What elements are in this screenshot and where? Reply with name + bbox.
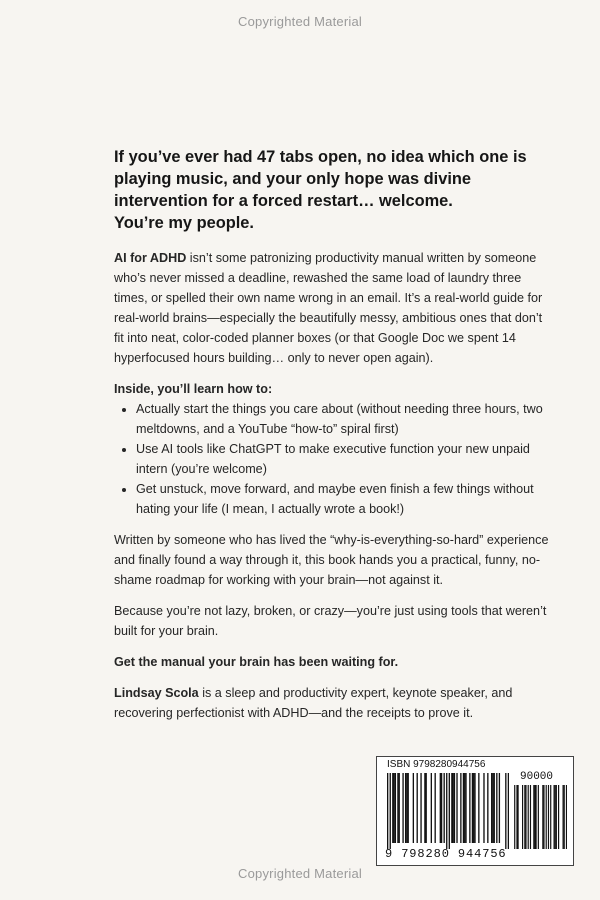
barcode-bar	[395, 773, 396, 843]
barcode-bar	[463, 773, 464, 843]
barcode-bar	[397, 773, 398, 843]
barcode-bar	[505, 773, 506, 849]
barcode-bar	[449, 773, 450, 849]
headline-line: If you’ve ever had 47 tabs open, no idea which one is	[114, 148, 527, 166]
barcode-addon-bar	[546, 785, 547, 849]
barcode-addon-bar	[524, 785, 525, 849]
watermark-top: Copyrighted Material	[238, 14, 362, 29]
barcode-bar	[452, 773, 453, 843]
barcode-addon-bar	[516, 785, 517, 849]
barcode-bar	[474, 773, 475, 843]
barcode-bar	[408, 773, 409, 843]
barcode-addon-bar	[536, 785, 537, 849]
barcode-bar	[491, 773, 492, 843]
call-to-action: Get the manual your brain has been waiting for.	[114, 655, 399, 669]
barcode-bar	[499, 773, 500, 843]
barcode-bar	[487, 773, 488, 843]
barcode-bar	[464, 773, 465, 843]
barcode-addon-bar	[555, 785, 556, 849]
author-name: Lindsay Scola	[114, 686, 199, 700]
barcode-addon-bar	[564, 785, 565, 849]
barcode-addon-bar	[528, 785, 529, 849]
isbn-barcode	[376, 756, 574, 866]
barcode-bar	[483, 773, 484, 843]
list-item: • Get unstuck, move forward, and maybe even finish a few things without hating your life (I mean, I actually wrote a book!)	[136, 479, 554, 519]
barcode-bars-main	[387, 773, 509, 849]
barcode-bar	[444, 773, 445, 843]
barcode-bar	[494, 773, 495, 843]
barcode-bar	[473, 773, 474, 843]
barcode-addon-bar	[548, 785, 549, 849]
watermark-bottom: Copyrighted Material	[238, 866, 362, 881]
barcode-bar	[417, 773, 418, 843]
barcode-bar	[508, 773, 509, 849]
barcode-addon-bar	[522, 785, 523, 849]
barcode-addon-bar	[543, 785, 544, 849]
barcode-addon-bar	[538, 785, 539, 849]
barcode-bar	[399, 773, 400, 843]
barcode-addon-bar	[566, 785, 567, 849]
learn-list	[114, 399, 554, 519]
barcode-bar	[406, 773, 407, 843]
barcode-price-code: 90000	[520, 771, 554, 783]
isbn-label: ISBN 9798280944756	[387, 759, 486, 770]
headline-line: You’re my people.	[114, 214, 254, 232]
barcode-addon-bar	[533, 785, 534, 849]
barcode-bar	[465, 773, 466, 843]
barcode-bar	[390, 773, 391, 849]
barcode-addon-bar	[514, 785, 515, 849]
barcode-bar	[435, 773, 436, 843]
barcode-bar	[478, 773, 479, 843]
barcode-bar	[424, 773, 425, 843]
intro-paragraph	[114, 248, 554, 368]
barcode-addon-bar	[530, 785, 531, 849]
written-by-paragraph: Written by someone who has lived the “why-is-everything-so-hard” experience and finally found a way through it, this book hands you a practical, funny, no-shame roadmap for working with your brain—not against it.	[114, 533, 549, 587]
barcode-bar	[431, 773, 432, 843]
list-item: • Use AI tools like ChatGPT to make executive function your new unpaid intern (you’re welcome)	[136, 439, 554, 479]
barcode-bar	[441, 773, 442, 843]
barcode-bar	[460, 773, 461, 843]
barcode-bar	[405, 773, 406, 843]
barcode-addon-bar	[525, 785, 526, 849]
barcode-addon-bar	[563, 785, 564, 849]
barcode-bar	[496, 773, 497, 843]
barcode-addon-bar	[556, 785, 557, 849]
headline-line: playing music, and your only hope was divine	[114, 170, 472, 188]
barcode-bars-addon	[513, 785, 567, 849]
barcode-bar	[393, 773, 394, 843]
intro-text: isn’t some patronizing productivity manual written by someone who’s never missed a deadline, rewashed the same load of laundry three times, or spelled their own name wrong in an email. It’s a real-world guide for real-world brains—especially the beautifully messy, ambitious ones that don’t fit into neat, color-coded planner boxes (or that Google Doc we spent 14 hyperfocused hours building… only to never open again).	[114, 251, 543, 365]
author-bio	[114, 683, 554, 723]
barcode-bar	[472, 773, 473, 843]
because-paragraph: Because you’re not lazy, broken, or crazy—you’re just using tools that weren’t built for your brain.	[114, 604, 547, 638]
barcode-bar	[469, 773, 470, 843]
barcode-bar	[426, 773, 427, 843]
barcode-bar	[420, 773, 421, 843]
back-cover-text	[114, 146, 554, 734]
barcode-bar	[440, 773, 441, 843]
barcode-digits: 9 798280 944756	[385, 847, 507, 861]
barcode-bar	[492, 773, 493, 843]
book-title-inline: AI for ADHD	[114, 251, 187, 265]
list-item: • Actually start the things you care about (without needing three hours, two meltdowns, and a YouTube “how-to” spiral first)	[136, 399, 554, 439]
learn-heading: Inside, you’ll learn how to:	[114, 382, 273, 396]
headline-line: intervention for a forced restart… welcome.	[114, 192, 453, 210]
barcode-bar	[451, 773, 452, 843]
barcode-bar	[446, 773, 447, 849]
barcode-bar	[413, 773, 414, 843]
headline	[114, 146, 554, 234]
barcode-bar	[402, 773, 403, 843]
author-bio-text: is a sleep and productivity expert, keynote speaker, and recovering perfectionist with ADHD—and the receipts to prove it.	[114, 686, 513, 720]
barcode-addon-bar	[554, 785, 555, 849]
barcode-addon-bar	[534, 785, 535, 849]
barcode-addon-bar	[542, 785, 543, 849]
barcode-bar	[392, 773, 393, 843]
barcode-bar	[387, 773, 388, 849]
barcode-addon-bar	[518, 785, 519, 849]
barcode-addon-bar	[550, 785, 551, 849]
barcode-bar	[454, 773, 455, 843]
barcode-bar	[456, 773, 457, 843]
barcode-addon-bar	[558, 785, 559, 849]
